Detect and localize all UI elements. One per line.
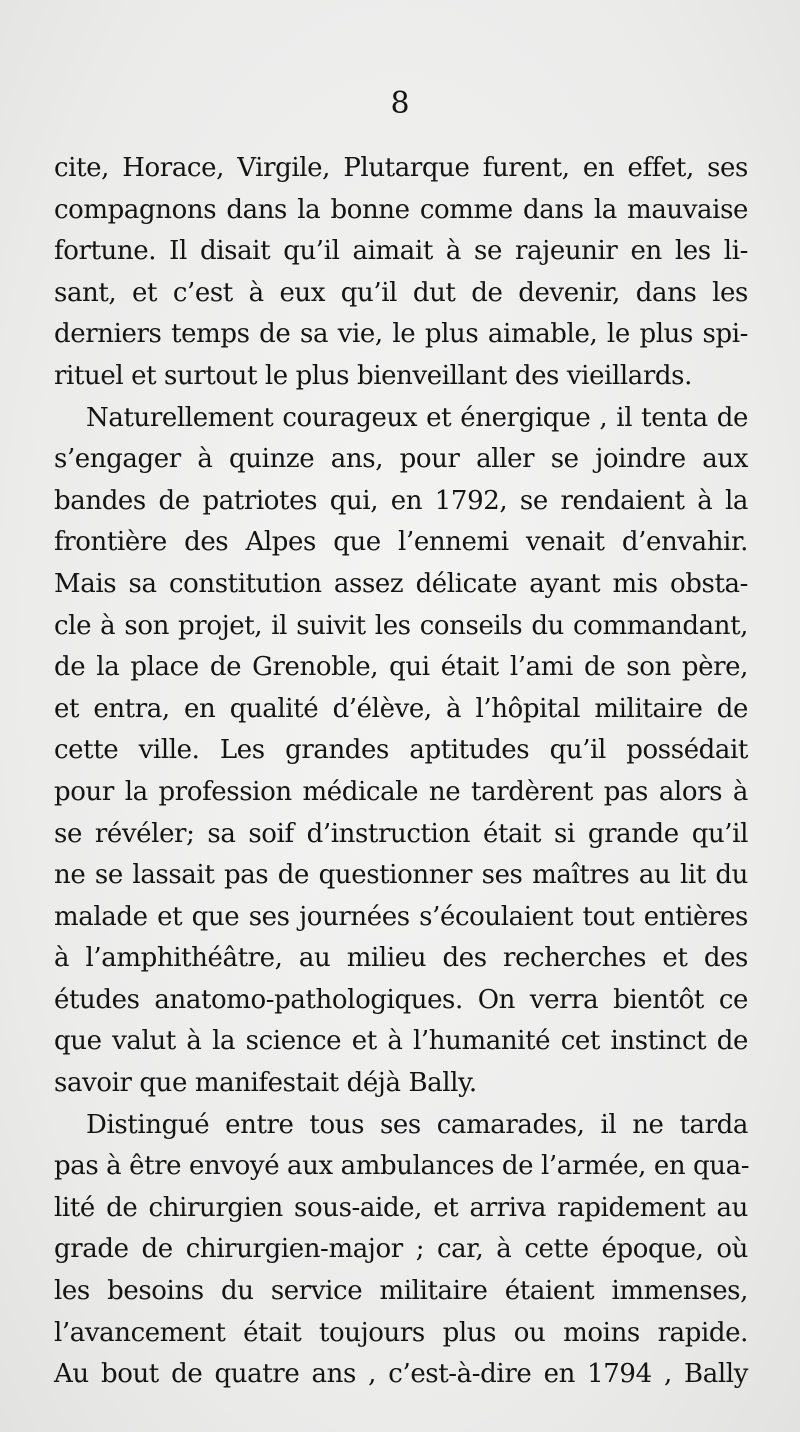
text-line: et entra, en qualité d’élève, à l’hôpital militaire de <box>54 693 748 724</box>
text-line: les besoins du service militaire étaient immenses, <box>54 1276 748 1307</box>
text-line: compagnons dans la bonne comme dans la mauvaise <box>54 194 748 225</box>
text-line: lité de chirurgien sous-aide, et arriva rapidement au <box>54 1192 748 1223</box>
text-line: savoir que manifestait déjà Bally. <box>54 1068 477 1099</box>
text-line: malade et que ses journées s’écoulaient tout entières <box>54 901 748 932</box>
text-line: ne se lassait pas de questionner ses maîtres au lit du <box>54 860 748 891</box>
text-line: derniers temps de sa vie, le plus aimable, le plus spi- <box>54 319 748 350</box>
text-line: l’avancement était toujours plus ou moins rapide. <box>54 1317 748 1348</box>
text-line: Distingué entre tous ses camarades, il ne tarda <box>86 1109 748 1140</box>
text-line: études anatomo-pathologiques. On verra bientôt ce <box>54 984 748 1015</box>
text-line: Mais sa constitution assez délicate ayant mis obsta- <box>54 568 748 599</box>
text-line: cite, Horace, Virgile, Plutarque furent, en effet, ses <box>54 153 748 183</box>
body-text <box>54 148 748 1396</box>
text-line: Naturellement courageux et énergique , il tenta de <box>86 402 748 433</box>
text-line: que valut à la science et à l’humanité cet instinct de <box>54 1026 748 1057</box>
text-line: s’engager à quinze ans, pour aller se joindre aux <box>54 444 748 475</box>
page-number: 8 <box>390 86 410 121</box>
text-line: bandes de patriotes qui, en 1792, se rendaient à la <box>54 485 748 516</box>
text-line: à l’amphithéâtre, au milieu des recherches et des <box>54 943 748 974</box>
text-line: cette ville. Les grandes aptitudes qu’il possédait <box>54 735 748 766</box>
text-line: pour la profession médicale ne tardèrent pas alors à <box>54 776 748 807</box>
text-line: pas à être envoyé aux ambulances de l’armée, en qua- <box>54 1151 750 1182</box>
text-line: cle à son projet, il suivit les conseils du commandant, <box>54 610 748 641</box>
text-line: fortune. Il disait qu’il aimait à se rajeunir en les li- <box>54 236 748 267</box>
text-line: de la place de Grenoble, qui était l’ami de son père, <box>54 652 748 683</box>
text-line: sant, et c’est à eux qu’il dut de devenir, dans les <box>54 277 748 308</box>
text-line: se révéler; sa soif d’instruction était si grande qu’il <box>54 818 748 849</box>
text-line: grade de chirurgien-major ; car, à cette époque, où <box>54 1234 748 1265</box>
text-line: rituel et surtout le plus bienveillant des vieillards. <box>54 360 692 391</box>
text-line: Au bout de quatre ans , c’est-à-dire en 1794 , Bally <box>54 1359 748 1390</box>
text-line: frontière des Alpes que l’ennemi venait d’envahir. <box>54 527 748 558</box>
